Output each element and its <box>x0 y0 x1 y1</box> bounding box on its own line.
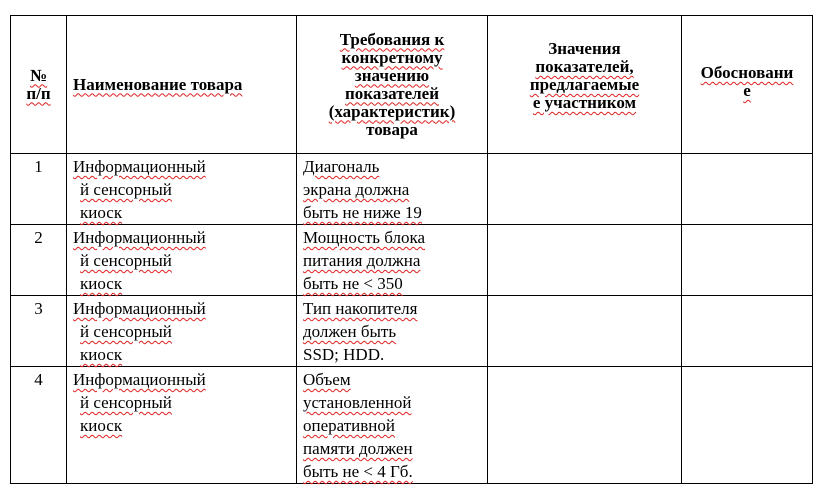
row-requirement-line: SSD; HDD. <box>303 345 385 364</box>
row-name-line: киоск <box>80 274 123 293</box>
row-value-cell[interactable] <box>488 154 682 225</box>
row-requirement-line: должен быть <box>303 322 397 341</box>
requirements-table <box>10 15 813 484</box>
row-name-cell <box>67 225 297 296</box>
row-value-cell[interactable] <box>488 225 682 296</box>
row-requirement-line: питания должна <box>303 251 421 270</box>
row-requirement-line: памяти должен <box>303 439 413 458</box>
row-name-line: Информационный <box>73 157 206 176</box>
row-requirement-cell <box>297 154 488 225</box>
row-value-cell[interactable] <box>488 367 682 484</box>
header-name <box>67 16 297 154</box>
row-num-cell: 2 <box>11 225 67 296</box>
row-requirement-cell <box>297 296 488 367</box>
header-requirements-line: показателей <box>345 83 439 103</box>
header-requirements-line: значению <box>354 65 430 85</box>
row-num-cell: 4 <box>11 367 67 484</box>
row-value-cell[interactable] <box>488 296 682 367</box>
row-name-line: Информационный <box>73 228 206 247</box>
row-requirement-line: быть не < 350 <box>303 274 403 293</box>
header-values-line: показателей, <box>535 57 634 76</box>
table-header-row <box>11 16 813 154</box>
header-requirements-line: товара <box>366 119 418 139</box>
row-name-line: й сенсорный <box>80 322 172 341</box>
row-basis-cell[interactable] <box>682 225 813 296</box>
table-row <box>11 296 813 367</box>
header-requirements-line: Требования к <box>339 29 445 49</box>
header-num-line: п/п <box>26 83 51 103</box>
row-name-cell <box>67 154 297 225</box>
row-name-line: киоск <box>80 416 123 435</box>
header-values <box>488 16 682 154</box>
header-basis <box>682 16 813 154</box>
row-name-line: й сенсорный <box>80 180 172 199</box>
header-values-line: Значения <box>548 39 621 58</box>
row-requirement-cell <box>297 225 488 296</box>
header-name-line: Наименование товара <box>73 74 243 94</box>
row-basis-cell[interactable] <box>682 154 813 225</box>
row-requirement-line: Мощность блока <box>303 228 426 247</box>
header-values-line: е участником <box>532 93 637 112</box>
header-values-line: предлагаемые <box>529 75 640 94</box>
row-name-line: й сенсорный <box>80 251 172 270</box>
row-name-line: Информационный <box>73 370 206 389</box>
row-requirement-line: быть не ниже 19 <box>303 203 422 222</box>
row-requirement-line: установленной <box>303 393 412 412</box>
header-basis-line: Обосновани <box>700 63 794 82</box>
header-num <box>11 16 67 154</box>
row-name-line: киоск <box>80 203 123 222</box>
row-requirement-cell <box>297 367 488 484</box>
row-requirement-line: Объем <box>303 370 351 389</box>
header-requirements-line: (характеристик) <box>328 101 456 121</box>
table-row <box>11 154 813 225</box>
row-requirement-line: Диагональ <box>303 157 380 176</box>
row-basis-cell[interactable] <box>682 296 813 367</box>
row-name-cell <box>67 296 297 367</box>
row-name-line: й сенсорный <box>80 393 172 412</box>
header-requirements <box>297 16 488 154</box>
row-num-cell: 3 <box>11 296 67 367</box>
row-num-cell: 1 <box>11 154 67 225</box>
row-basis-cell[interactable] <box>682 367 813 484</box>
header-requirements-line: конкретному <box>341 47 443 67</box>
row-name-cell <box>67 367 297 484</box>
row-requirement-line: оперативной <box>303 416 395 435</box>
table-row <box>11 225 813 296</box>
row-name-line: киоск <box>80 345 123 364</box>
row-requirement-line: Тип накопителя <box>303 299 418 318</box>
row-requirement-line: экрана должна <box>303 180 410 199</box>
table-row <box>11 367 813 484</box>
header-basis-line: е <box>743 81 751 100</box>
row-requirement-line: быть не < 4 Гб. <box>303 462 413 481</box>
header-num-line: № <box>29 65 48 85</box>
row-name-line: Информационный <box>73 299 206 318</box>
